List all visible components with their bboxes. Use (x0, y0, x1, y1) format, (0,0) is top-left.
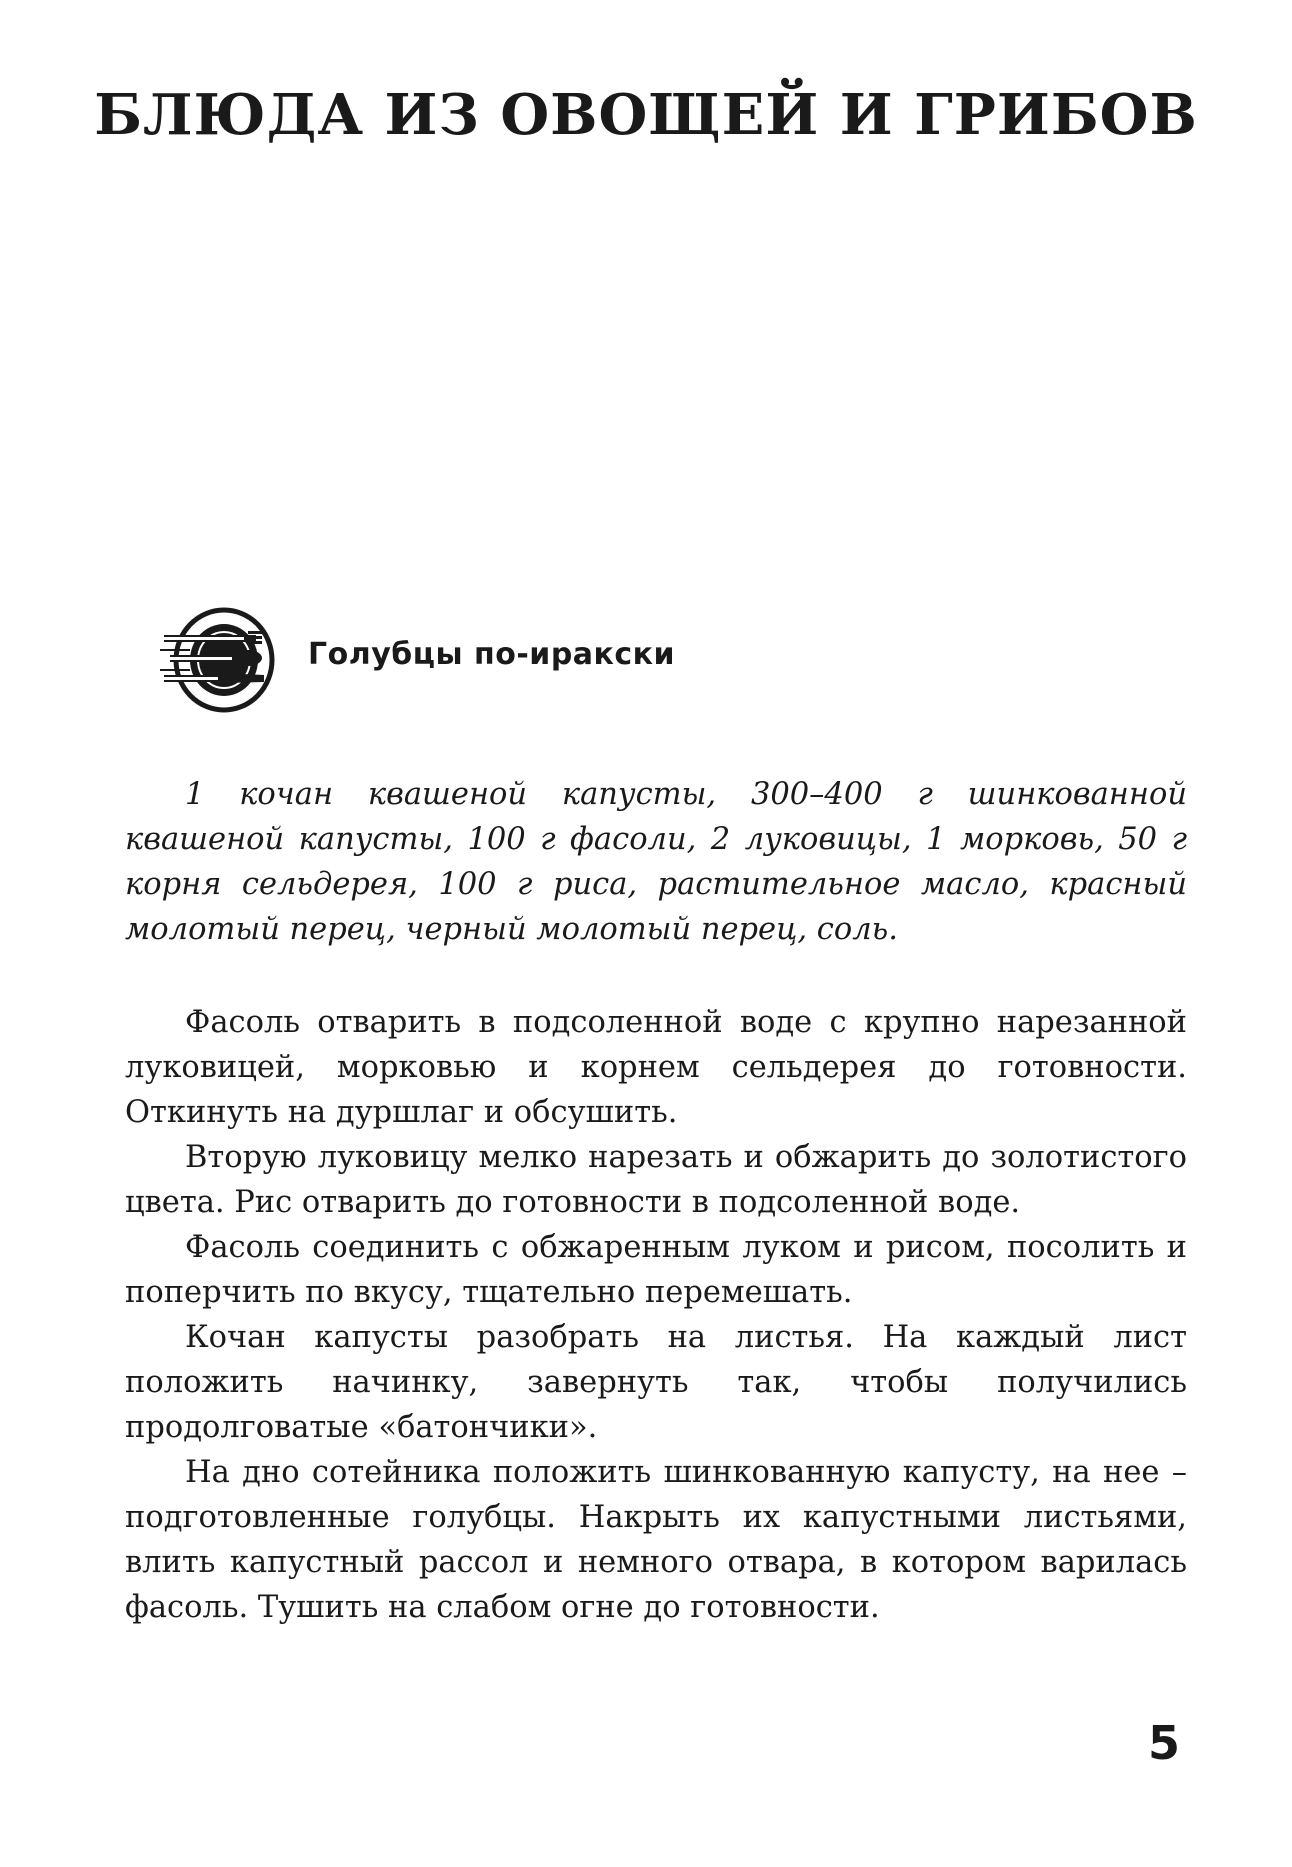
instructions (125, 1000, 1187, 1630)
plate-with-cutlery-icon (160, 605, 280, 715)
chapter-title: БЛЮДА ИЗ ОВОЩЕЙ И ГРИБОВ (94, 82, 1198, 148)
instruction-paragraph: На дно сотейника положить шинкованную капусту, на нее – подготовленные голубцы. Накрыть их капустными листьями, влить капустный рассол и немного отвара, в котором варилась фасоль. Тушить на слабом огне до готовности. (125, 1455, 1187, 1625)
instruction-paragraph: Кочан капусты разобрать на листья. На каждый лист положить начинку, завернуть так, чтобы получились продолговатые «батончики». (125, 1320, 1187, 1445)
recipe-title: Голубцы по-иракски (308, 637, 676, 672)
instruction-paragraph: Фасоль соединить с обжаренным луком и рисом, посолить и поперчить по вкусу, тщательно перемешать. (125, 1230, 1187, 1310)
ingredients-list: 1 кочан квашеной капусты, 300–400 г шинкованной квашеной капусты, 100 г фасоли, 2 луковицы, 1 морковь, 50 г корня сельдерея, 100 г риса, растительное масло, красный молотый перец, черный молотый перец, соль. (125, 777, 1187, 947)
page-number: 5 (1148, 1716, 1181, 1770)
instruction-paragraph: Фасоль отварить в подсоленной воде с крупно нарезанной луковицей, морковью и корнем сельдерея до готовности. Откинуть на дуршлаг и обсушить. (125, 1005, 1187, 1130)
instruction-paragraph: Вторую луковицу мелко нарезать и обжарить до золотистого цвета. Рис отварить до готовности в подсоленной воде. (125, 1140, 1187, 1220)
recipe-header (160, 605, 860, 715)
